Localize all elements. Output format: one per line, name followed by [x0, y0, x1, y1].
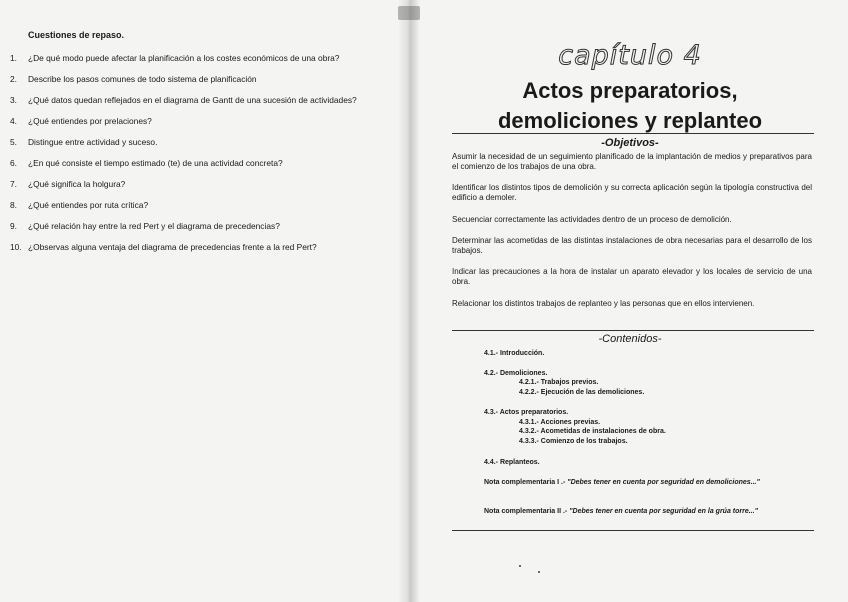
chapter-title-line1: Actos preparatorios, [522, 78, 738, 103]
contents-subsection: 4.3.2.- Acometidas de instalaciones de obra. [519, 428, 666, 435]
question-text: ¿De qué modo puede afectar la planificación a los costes económicos de una obra? [28, 53, 340, 63]
contents-section: 4.4.- Replanteos. [484, 459, 540, 466]
question-number: 8. [10, 200, 17, 210]
question-text: ¿Qué entiendes por prelaciones? [28, 116, 152, 126]
objective-item: Asumir la necesidad de un seguimiento planificado de la implantación de medios y preparativos para el comienzo de los trabajos de una obra. [452, 152, 812, 171]
review-title: Cuestiones de repaso. [28, 30, 125, 40]
question-number: 2. [10, 74, 17, 84]
note-label: Nota complementaria II .- [484, 508, 568, 515]
question-number: 9. [10, 221, 17, 231]
contents-subsection: 4.2.2.- Ejecución de las demoliciones. [519, 389, 645, 396]
question-item [10, 74, 380, 84]
complementary-note-2 [484, 507, 814, 516]
note-text: "Debes tener en cuenta por seguridad en demoliciones..." [567, 479, 760, 486]
question-text: ¿Qué datos quedan reflejados en el diagrama de Gantt de una sucesión de actividades? [28, 95, 357, 105]
title-underline [452, 133, 814, 134]
question-item [10, 200, 380, 210]
contents-subsection: 4.3.1.- Acciones previas. [519, 419, 601, 426]
contents-section: 4.3.- Actos preparatorios. [484, 409, 569, 416]
question-item [10, 137, 380, 147]
chapter-label: capítulo 4 [558, 40, 702, 71]
objective-item: Identificar los distintos tipos de demolición y su correcta aplicación según la tipología constructiva del edificio a demoler. [452, 183, 812, 202]
question-text: Describe los pasos comunes de todo sistema de planificación [28, 74, 257, 84]
review-questions-list [10, 50, 380, 252]
question-item [10, 242, 380, 252]
question-item [10, 221, 380, 231]
contents-heading: -Contenidos- [598, 333, 662, 345]
objective-item: Secuenciar correctamente las actividades dentro de un proceso de demolición. [452, 215, 732, 224]
contents-section: 4.2.- Demoliciones. [484, 370, 548, 377]
question-item [10, 95, 380, 105]
question-number: 5. [10, 137, 17, 147]
contents-top-rule [452, 330, 814, 331]
question-item [10, 158, 380, 168]
question-number: 10. [10, 242, 22, 252]
question-text: ¿Qué entiendes por ruta crítica? [28, 200, 149, 210]
question-text: ¿Qué relación hay entre la red Pert y el diagrama de precedencias? [28, 221, 280, 231]
right-page [412, 0, 848, 602]
objective-item: Relacionar los distintos trabajos de replanteo y las personas que en ellos intervienen. [452, 299, 755, 308]
contents-section: 4.1.- Introducción. [484, 350, 545, 357]
complementary-note-1 [484, 478, 814, 487]
question-number: 4. [10, 116, 17, 126]
question-number: 1. [10, 53, 17, 63]
scan-speck [538, 571, 540, 573]
question-item [10, 116, 380, 126]
objective-item: Determinar las acometidas de las distintas instalaciones de obra necesarias para el desarrollo de los trabajos. [452, 236, 812, 255]
chapter-title-line2: demoliciones y replanteo [497, 108, 763, 133]
objective-item: Indicar las precauciones a la hora de instalar un aparato elevador y los locales de servicio de una obra. [452, 267, 812, 286]
note-text: "Debes tener en cuenta por seguridad en la grúa torre..." [569, 508, 758, 515]
contents-subsection: 4.3.3.- Comienzo de los trabajos. [519, 438, 628, 445]
note-label: Nota complementaria I .- [484, 479, 566, 486]
contents-bottom-rule [452, 530, 814, 531]
scan-speck [519, 565, 521, 567]
question-number: 6. [10, 158, 17, 168]
contents-subsection: 4.2.1.- Trabajos previos. [519, 379, 599, 386]
question-text: ¿Qué significa la holgura? [28, 179, 126, 189]
question-text: Distingue entre actividad y suceso. [28, 137, 158, 147]
question-item [10, 179, 380, 189]
question-item [10, 53, 380, 63]
left-page [0, 0, 405, 602]
question-number: 3. [10, 95, 17, 105]
objectives-heading: -Objetivos- [601, 137, 659, 149]
question-text: ¿En qué consiste el tiempo estimado (te) de una actividad concreta? [28, 158, 283, 168]
question-text: ¿Observas alguna ventaja del diagrama de precedencias frente a la red Pert? [28, 242, 317, 252]
question-number: 7. [10, 179, 17, 189]
